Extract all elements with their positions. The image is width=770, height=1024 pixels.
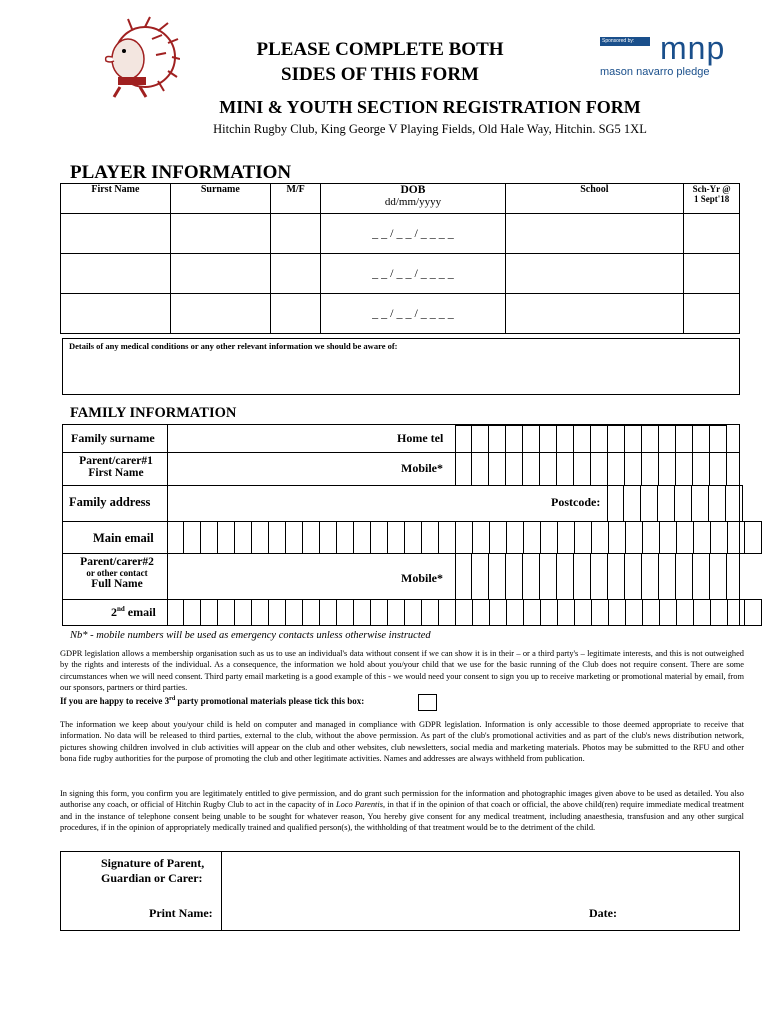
col-school: School	[505, 184, 684, 214]
dob-cell[interactable]: _ _ / _ _ / _ _ _ _	[321, 254, 505, 294]
mobile2-label: Mobile*	[401, 571, 443, 585]
consent-paragraph: In signing this form, you confirm you are legitimately entitled to give permission, and do grant such permission for the information and photographic images given above to be used as detailed. You also authorise any coach, or official of Hitchin Rugby Club to act in the capacity of in Loco Parentis, in that if in the opinion of that coach or official, the above child(ren) require immediate medical treatment and in the instance of telephone consent being unable to be sought for whatever reason, You hereby give consent for any medical treatment, including anaesthesia, transfusion and any other surgical procedures, if in the opinion of appropriately medically trained and qualified person(s), the withholding of that treatment would be to the detriment of the child.	[60, 789, 744, 833]
sponsor-name: mason navarro pledge	[600, 66, 710, 78]
club-address: Hitchin Rugby Club, King George V Playing Fields, Old Hale Way, Hitchin. SG5 1XL	[213, 122, 647, 136]
school-cell[interactable]	[505, 214, 684, 254]
signature-field[interactable]	[223, 854, 733, 894]
sch-yr-cell[interactable]	[684, 254, 740, 294]
promo-consent-checkbox[interactable]	[418, 694, 437, 711]
mf-cell[interactable]	[270, 254, 321, 294]
first-name-cell[interactable]	[61, 254, 171, 294]
mf-cell[interactable]	[270, 214, 321, 254]
signature-box	[60, 851, 740, 931]
main-email-input[interactable]	[167, 521, 762, 554]
print-name-label: Print Name:	[149, 906, 213, 920]
home-tel-label: Home tel	[397, 431, 444, 445]
family-grid	[62, 424, 740, 626]
family-surname-label: Family surname	[71, 431, 155, 445]
data-policy-paragraph: The information we keep about you/your child is held on computer and managed in compliance with GDPR legislation. Information is only accessible to those deemed appropriate to receive that information. No data will be released to third parties, external to the club, without the above permission. As part of the club's promotional activities and as part of the club's news distribution network, pictures showing children involved in club activities will appear on the club and other websites, club newsletters, social media and marketing materials. Photos may be submitted to the RFU and other bona fide rugby authorities for the purpose of promoting the club and other legitimate activities. Names and addresses are always withheld from publication.	[60, 720, 744, 764]
carer2-label: Parent/carer#2 or other contact Full Name	[80, 556, 154, 590]
form-title: MINI & YOUTH SECTION REGISTRATION FORM	[219, 97, 641, 117]
surname-cell[interactable]	[170, 294, 270, 334]
dob-cell[interactable]: _ _ / _ _ / _ _ _ _	[321, 214, 505, 254]
print-name-field[interactable]	[223, 900, 583, 928]
second-email-input[interactable]	[167, 599, 762, 626]
signature-label: Signature of Parent, Guardian or Carer:	[101, 856, 205, 885]
gdpr-paragraph: GDPR legislation allows a membership organisation such as us to use an individual's data without consent if we can show it is in their – or a third party's – legitimate interests, and this is not outweighed by the rights and interests of the individual. As a consequence, the information we hold about you/your child that we use for the basic running of the Club does not require consent. There are some circumstances when we will need consent. Third party email marketing is a good example of this - we would need your consent to sign you up to receive marketing or promotional material by email, from our sponsors, partners or third parties.	[60, 649, 744, 693]
dob-cell[interactable]: _ _ / _ _ / _ _ _ _	[321, 294, 505, 334]
family-address-label: Family address	[69, 495, 151, 509]
page-instruction: PLEASE COMPLETE BOTH SIDES OF THIS FORM	[256, 39, 504, 85]
home-tel-input[interactable]	[455, 425, 727, 453]
col-dob: DOB dd/mm/yyyy	[321, 184, 505, 214]
sch-yr-cell[interactable]	[684, 214, 740, 254]
player-table	[60, 183, 740, 334]
mobile-label: Mobile*	[401, 461, 443, 475]
col-sch-yr: Sch-Yr @ 1 Sept'18	[684, 184, 740, 214]
club-logo	[100, 15, 180, 100]
main-email-label: Main email	[93, 531, 154, 545]
player-row	[61, 214, 740, 254]
promo-consent-line: If you are happy to receive 3rd party promotional materials please tick this box:	[60, 696, 365, 706]
player-section-title: PLAYER INFORMATION	[70, 162, 292, 183]
family-section-title: FAMILY INFORMATION	[70, 405, 237, 421]
school-cell[interactable]	[505, 294, 684, 334]
school-cell[interactable]	[505, 254, 684, 294]
first-name-cell[interactable]	[61, 294, 171, 334]
mf-cell[interactable]	[270, 294, 321, 334]
date-field[interactable]	[627, 900, 733, 928]
player-row	[61, 254, 740, 294]
medical-label: Details of any medical conditions or any other relevant information we should be aware of:	[69, 341, 398, 351]
sponsor-mark: mnp	[660, 30, 726, 66]
date-label: Date:	[589, 906, 617, 920]
first-name-cell[interactable]	[61, 214, 171, 254]
surname-cell[interactable]	[170, 254, 270, 294]
carer1-label: Parent/carer#1 First Name	[79, 455, 153, 479]
medical-box[interactable]	[62, 338, 740, 395]
surname-cell[interactable]	[170, 214, 270, 254]
sponsor-logo	[598, 30, 733, 82]
mobile2-input[interactable]	[455, 553, 727, 600]
col-surname: Surname	[170, 184, 270, 214]
postcode-label: Postcode:	[551, 495, 601, 509]
mobile-note: Nb* - mobile numbers will be used as emergency contacts unless otherwise instructed	[70, 630, 431, 641]
col-first-name: First Name	[61, 184, 171, 214]
second-email-label: 2nd email	[111, 605, 156, 619]
col-mf: M/F	[270, 184, 321, 214]
sponsor-tag: Sponsored by:	[600, 37, 650, 46]
sch-yr-cell[interactable]	[684, 294, 740, 334]
player-row	[61, 294, 740, 334]
postcode-input[interactable]	[607, 485, 743, 522]
mobile1-input[interactable]	[455, 452, 727, 486]
